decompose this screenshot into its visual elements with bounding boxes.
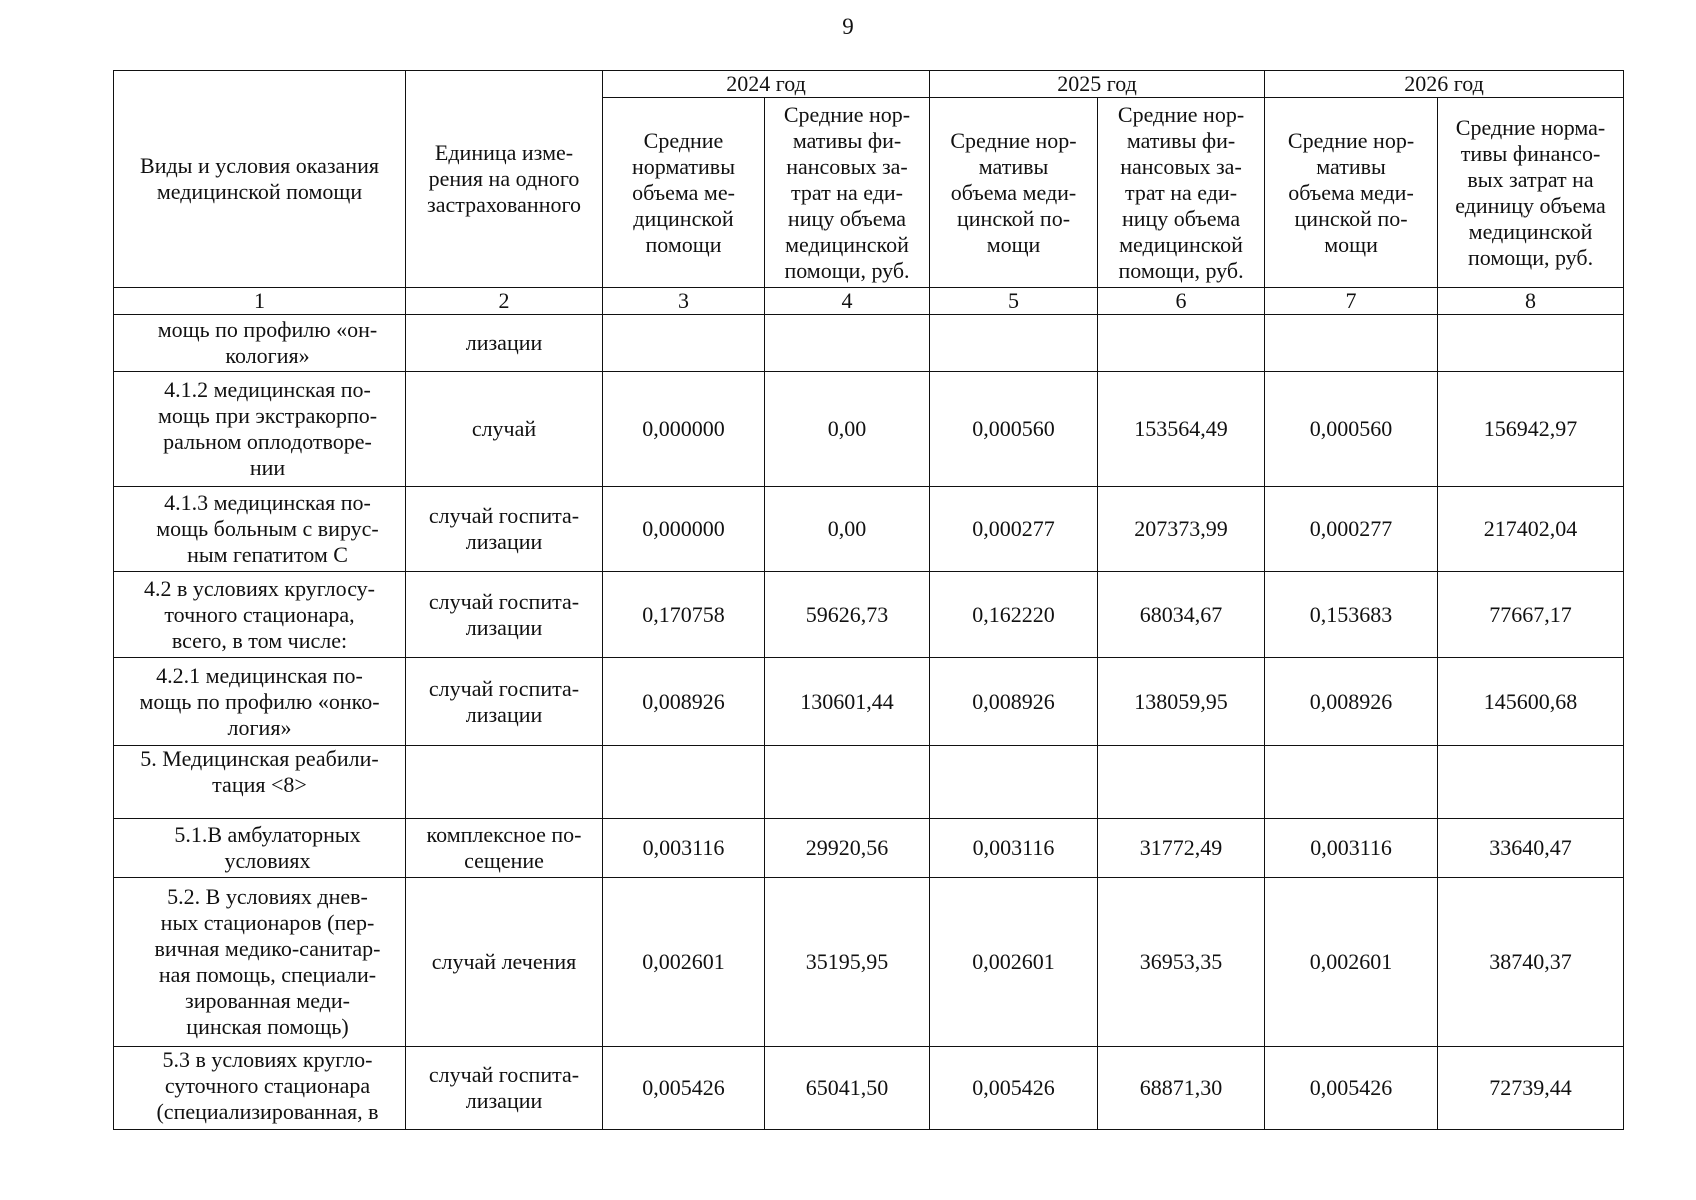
header-volume-2026: Средние нор- мативы объема меди- цинской по- мощи bbox=[1265, 98, 1438, 288]
value-cell: 0,00 bbox=[765, 372, 930, 487]
value-cell: 0,008926 bbox=[1265, 658, 1438, 746]
value-cell bbox=[1098, 746, 1265, 819]
value-cell: 29920,56 bbox=[765, 819, 930, 878]
value-cell bbox=[930, 315, 1098, 372]
column-number: 6 bbox=[1098, 288, 1265, 315]
value-cell: 0,000277 bbox=[1265, 487, 1438, 572]
value-cell: 68034,67 bbox=[1098, 572, 1265, 658]
column-number: 2 bbox=[406, 288, 603, 315]
header-unit: Единица изме- рения на одного застрахованного bbox=[406, 71, 603, 288]
table-row bbox=[114, 658, 1624, 746]
value-cell: 0,002601 bbox=[1265, 878, 1438, 1047]
header-year-2024: 2024 год bbox=[603, 71, 930, 98]
value-cell bbox=[603, 746, 765, 819]
value-cell: 0,000560 bbox=[930, 372, 1098, 487]
table-row bbox=[114, 372, 1624, 487]
value-cell: 0,008926 bbox=[603, 658, 765, 746]
value-cell: 65041,50 bbox=[765, 1047, 930, 1130]
unit-cell: комплексное по- сещение bbox=[406, 819, 603, 878]
unit-cell bbox=[406, 746, 603, 819]
value-cell: 59626,73 bbox=[765, 572, 930, 658]
value-cell bbox=[1098, 315, 1265, 372]
value-cell: 77667,17 bbox=[1438, 572, 1624, 658]
header-cost-2024: Средние нор- мативы фи- нансовых за- трат на еди- ницу объема медицинской помощи, руб. bbox=[765, 98, 930, 288]
value-cell: 0,000560 bbox=[1265, 372, 1438, 487]
value-cell: 156942,97 bbox=[1438, 372, 1624, 487]
value-cell bbox=[1438, 746, 1624, 819]
header-volume-2025: Средние нор- мативы объема меди- цинской по- мощи bbox=[930, 98, 1098, 288]
value-cell: 35195,95 bbox=[765, 878, 930, 1047]
care-type-cell: 5.1.В амбулаторных условиях bbox=[114, 819, 406, 878]
care-type-cell: 4.1.2 медицинская по- мощь при экстракорпо- ральном оплодотворе- нии bbox=[114, 372, 406, 487]
value-cell: 0,008926 bbox=[930, 658, 1098, 746]
column-number: 4 bbox=[765, 288, 930, 315]
unit-cell: случай госпита- лизации bbox=[406, 487, 603, 572]
table-row bbox=[114, 746, 1624, 819]
header-year-2025: 2025 год bbox=[930, 71, 1265, 98]
value-cell: 0,002601 bbox=[603, 878, 765, 1047]
value-cell: 138059,95 bbox=[1098, 658, 1265, 746]
unit-cell: случай bbox=[406, 372, 603, 487]
unit-cell: случай госпита- лизации bbox=[406, 572, 603, 658]
value-cell: 0,000000 bbox=[603, 372, 765, 487]
header-cost-2026: Средние норма- тивы финансо- вых затрат на единицу объема медицинской помощи, руб. bbox=[1438, 98, 1624, 288]
value-cell: 207373,99 bbox=[1098, 487, 1265, 572]
value-cell: 0,005426 bbox=[930, 1047, 1098, 1130]
unit-cell: случай госпита- лизации bbox=[406, 1047, 603, 1130]
table-row bbox=[114, 572, 1624, 658]
header-volume-2024: Средние нормативы объема ме- дицинской помощи bbox=[603, 98, 765, 288]
value-cell bbox=[765, 315, 930, 372]
value-cell: 72739,44 bbox=[1438, 1047, 1624, 1130]
value-cell: 130601,44 bbox=[765, 658, 930, 746]
column-number: 5 bbox=[930, 288, 1098, 315]
column-number: 8 bbox=[1438, 288, 1624, 315]
value-cell: 153564,49 bbox=[1098, 372, 1265, 487]
unit-cell: случай лечения bbox=[406, 878, 603, 1047]
value-cell: 36953,35 bbox=[1098, 878, 1265, 1047]
value-cell bbox=[930, 746, 1098, 819]
column-number: 7 bbox=[1265, 288, 1438, 315]
care-type-cell: 4.2 в условиях круглосу- точного стационара, всего, в том числе: bbox=[114, 572, 406, 658]
value-cell: 0,153683 bbox=[1265, 572, 1438, 658]
table-row bbox=[114, 1047, 1624, 1130]
value-cell bbox=[765, 746, 930, 819]
value-cell: 145600,68 bbox=[1438, 658, 1624, 746]
table-row bbox=[114, 819, 1624, 878]
value-cell: 0,170758 bbox=[603, 572, 765, 658]
value-cell bbox=[603, 315, 765, 372]
value-cell bbox=[1265, 746, 1438, 819]
value-cell: 0,00 bbox=[765, 487, 930, 572]
care-type-cell: 5. Медицинская реабили- тация <8> bbox=[114, 746, 406, 819]
value-cell: 0,000000 bbox=[603, 487, 765, 572]
care-type-cell: 4.2.1 медицинская по- мощь по профилю «онко- логия» bbox=[114, 658, 406, 746]
header-care-type: Виды и условия оказания медицинской помощи bbox=[114, 71, 406, 288]
value-cell bbox=[1438, 315, 1624, 372]
header-year-2026: 2026 год bbox=[1265, 71, 1624, 98]
care-type-cell: 5.2. В условиях днев- ных стационаров (пер- вичная медико-санитар- ная помощь, специали- зированная меди- цинская помощь) bbox=[114, 878, 406, 1047]
column-numbers-row bbox=[114, 288, 1624, 315]
value-cell: 68871,30 bbox=[1098, 1047, 1265, 1130]
value-cell: 0,003116 bbox=[603, 819, 765, 878]
care-type-cell: 4.1.3 медицинская по- мощь больным с вирус- ным гепатитом С bbox=[114, 487, 406, 572]
value-cell: 0,000277 bbox=[930, 487, 1098, 572]
value-cell: 0,002601 bbox=[930, 878, 1098, 1047]
header-cost-2025: Средние нор- мативы фи- нансовых за- трат на еди- ницу объема медицинской помощи, руб. bbox=[1098, 98, 1265, 288]
care-type-cell: 5.3 в условиях кругло- суточного стационара (специализированная, в bbox=[114, 1047, 406, 1130]
value-cell: 0,162220 bbox=[930, 572, 1098, 658]
value-cell: 31772,49 bbox=[1098, 819, 1265, 878]
normatives-table bbox=[113, 70, 1624, 1130]
value-cell: 217402,04 bbox=[1438, 487, 1624, 572]
column-number: 1 bbox=[114, 288, 406, 315]
value-cell bbox=[1265, 315, 1438, 372]
unit-cell: случай госпита- лизации bbox=[406, 658, 603, 746]
value-cell: 33640,47 bbox=[1438, 819, 1624, 878]
value-cell: 0,003116 bbox=[930, 819, 1098, 878]
table-row bbox=[114, 315, 1624, 372]
value-cell: 0,005426 bbox=[603, 1047, 765, 1130]
value-cell: 0,005426 bbox=[1265, 1047, 1438, 1130]
page-number: 9 bbox=[842, 14, 854, 39]
care-type-cell: мощь по профилю «он- кология» bbox=[114, 315, 406, 372]
value-cell: 0,003116 bbox=[1265, 819, 1438, 878]
table-row bbox=[114, 878, 1624, 1047]
unit-cell: лизации bbox=[406, 315, 603, 372]
column-number: 3 bbox=[603, 288, 765, 315]
table-row bbox=[114, 487, 1624, 572]
value-cell: 38740,37 bbox=[1438, 878, 1624, 1047]
